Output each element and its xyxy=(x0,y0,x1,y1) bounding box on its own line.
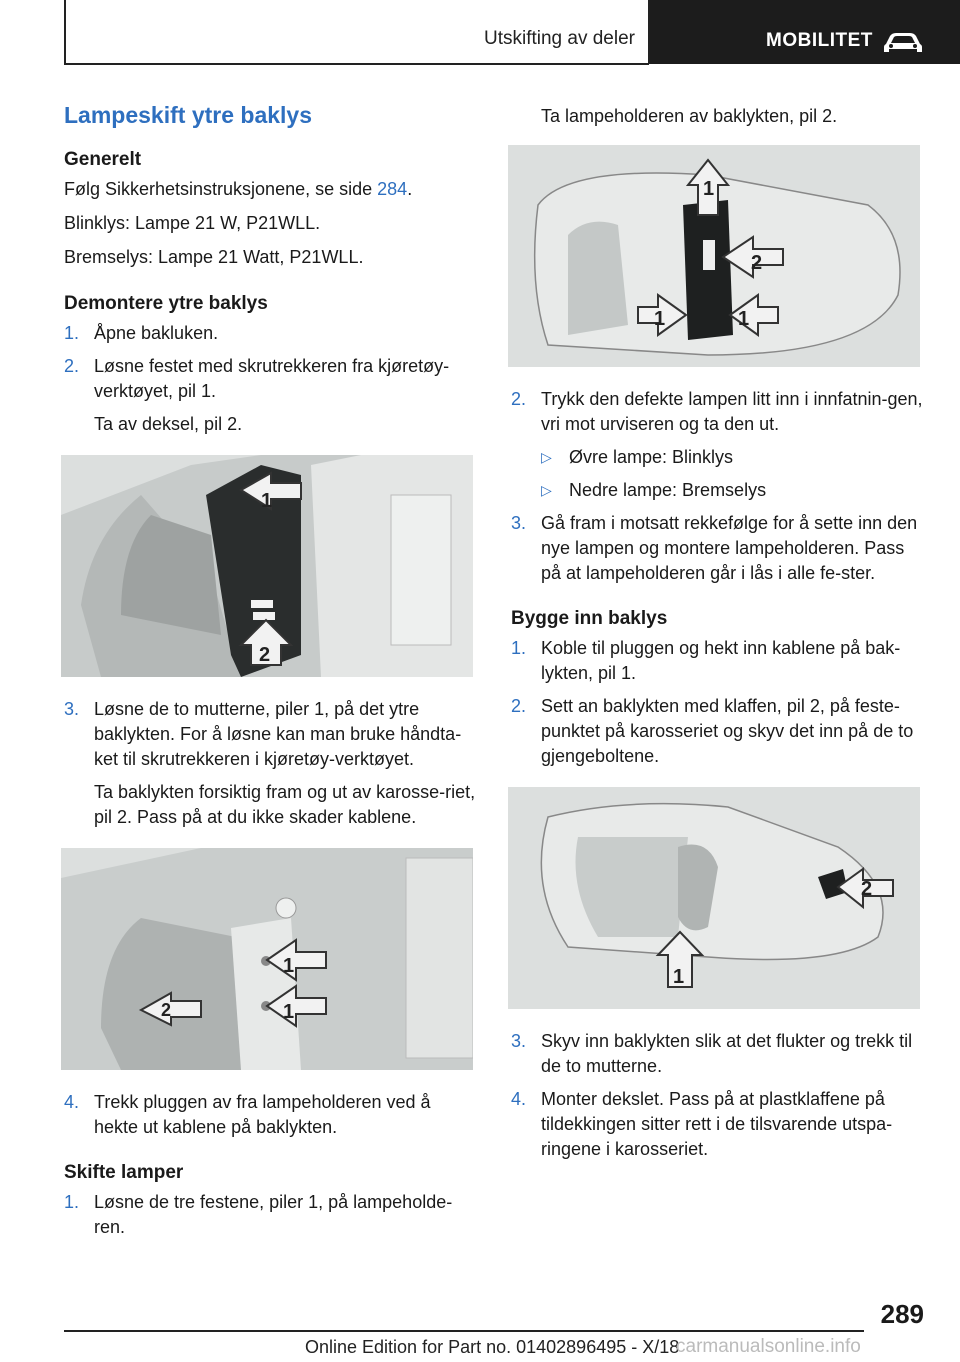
step-text: Skyv inn baklykten slik at det flukter og trekk til de to mutterne. xyxy=(541,1031,913,1076)
step-number: 3. xyxy=(511,513,527,533)
step-text: Løsne de tre festene, piler 1, på lampeholde-ren. xyxy=(94,1192,453,1237)
page-header xyxy=(0,0,960,66)
step-number: 4. xyxy=(64,1092,80,1112)
bullet-text: Nedre lampe: Bremselys xyxy=(569,480,767,500)
remove-step-1 xyxy=(64,321,476,346)
bullet-lower-lamp xyxy=(511,478,923,503)
arrow-label: 2 xyxy=(161,1000,172,1020)
figure-install-light xyxy=(508,787,920,1009)
step-text: Åpne bakluken. xyxy=(94,323,219,343)
remove-step-3 xyxy=(64,697,476,830)
brake-paragraph: Bremselys: Lampe 21 Watt, P21WLL. xyxy=(64,247,364,267)
step-text: Trykk den defekte lampen litt inn i innfatnin-gen, vri mot urviseren og ta den ut. xyxy=(541,389,923,434)
car-icon xyxy=(882,28,924,56)
safety-end: . xyxy=(407,179,413,199)
install-step-1 xyxy=(511,636,923,686)
step-subtext: Ta av deksel, pil 2. xyxy=(94,414,243,434)
general-heading: Generelt xyxy=(64,149,142,170)
arrow-label: 1 xyxy=(261,490,273,512)
replace-step-1 xyxy=(64,1190,476,1240)
page-title: Lampeskift ytre baklys xyxy=(64,102,313,128)
install-step-4 xyxy=(511,1087,923,1162)
intro-paragraph: Ta lampeholderen av baklykten, pil 2. xyxy=(541,106,838,126)
step-number: 3. xyxy=(64,699,80,719)
step-text: Løsne de to mutterne, piler 1, på det ytre baklykten. For å løsne kan man bruke håndta-ket til skrutrekkeren i kjøretøy-verktøyet. xyxy=(94,699,462,769)
step-subtext: Ta baklykten forsiktig fram og ut av karosse-riet, pil 2. Pass på at du ikke skader kablene. xyxy=(94,782,476,827)
section-title: Utskifting av deler xyxy=(483,28,635,49)
step-text: Monter dekslet. Pass på at plastklaffene på tildekkingen sitter rett i de tilsvarende utspa-ringene i karosseriet. xyxy=(541,1089,893,1159)
install-step-2 xyxy=(511,694,923,769)
step-number: 2. xyxy=(511,389,527,409)
replace-step-2 xyxy=(511,387,923,437)
step-text: Koble til pluggen og hekt inn kablene på bak-lykten, pil 1. xyxy=(541,638,901,683)
right-column xyxy=(511,100,923,1170)
bullet-text: Øvre lampe: Blinklys xyxy=(569,447,734,467)
figure-lamp-holder xyxy=(508,145,920,367)
step-text: Trekk pluggen av fra lampeholderen ved å hekte ut kablene på baklykten. xyxy=(94,1092,431,1137)
install-step-3 xyxy=(511,1029,923,1079)
footer-rule xyxy=(64,1330,864,1332)
step-number: 1. xyxy=(64,323,80,343)
safety-text: Følg Sikkerhetsinstruksjonene, se side xyxy=(64,179,378,199)
step-text: Løsne festet med skrutrekkeren fra kjøretøy-verktøyet, pil 1. xyxy=(94,356,450,401)
step-text: Sett an baklykten med klaffen, pil 2, på feste-punktet på karosseriet og skyv det inn på de to gjengeboltene. xyxy=(541,696,914,766)
step-number: 2. xyxy=(511,696,527,716)
step-number: 3. xyxy=(511,1031,527,1051)
replace-step-3 xyxy=(511,511,923,586)
step-number: 4. xyxy=(511,1089,527,1109)
edition-text: Online Edition for Part no. 01402896495 - X/18 xyxy=(305,1337,680,1357)
figure-remove-cover xyxy=(61,455,473,677)
arrow-label: 1 xyxy=(654,308,666,330)
arrow-label: 1 xyxy=(283,1001,295,1023)
header-bottom-rule xyxy=(64,63,649,65)
remove-step-2 xyxy=(64,354,476,437)
blink-paragraph: Blinklys: Lampe 21 W, P21WLL. xyxy=(64,213,321,233)
step-number: 1. xyxy=(511,638,527,658)
figure-remove-nuts xyxy=(61,848,473,1070)
triangle-bullet-icon: ▷ xyxy=(541,449,552,465)
triangle-bullet-icon: ▷ xyxy=(541,482,552,498)
left-column xyxy=(64,100,476,1248)
replace-heading: Skifte lamper xyxy=(64,1162,184,1183)
page-number: 289 xyxy=(880,1299,924,1329)
watermark[interactable]: carmanualsonline.info xyxy=(676,1336,861,1357)
arrow-label: 1 xyxy=(738,308,750,330)
header-left-rule xyxy=(64,0,66,64)
step-number: 2. xyxy=(64,356,80,376)
arrow-label: 1 xyxy=(673,966,685,988)
arrow-label: 1 xyxy=(703,178,715,200)
remove-heading: Demontere ytre baklys xyxy=(64,293,268,314)
safety-paragraph xyxy=(64,177,476,202)
bullet-upper-lamp xyxy=(511,445,923,470)
step-number: 1. xyxy=(64,1192,80,1212)
arrow-label: 1 xyxy=(283,955,295,977)
step-text: Gå fram i motsatt rekkefølge for å sette inn den nye lampen og montere lampeholderen. Pass på at lampeholderen går i lås i alle fe-ster. xyxy=(541,513,918,583)
page-link-284[interactable]: 284 xyxy=(377,179,408,199)
arrow-label: 2 xyxy=(861,878,873,900)
arrow-label: 2 xyxy=(259,644,271,666)
arrow-label: 2 xyxy=(751,252,763,274)
remove-step-4 xyxy=(64,1090,476,1140)
install-heading: Bygge inn baklys xyxy=(511,608,668,629)
chapter-title[interactable]: MOBILITET xyxy=(766,30,873,51)
